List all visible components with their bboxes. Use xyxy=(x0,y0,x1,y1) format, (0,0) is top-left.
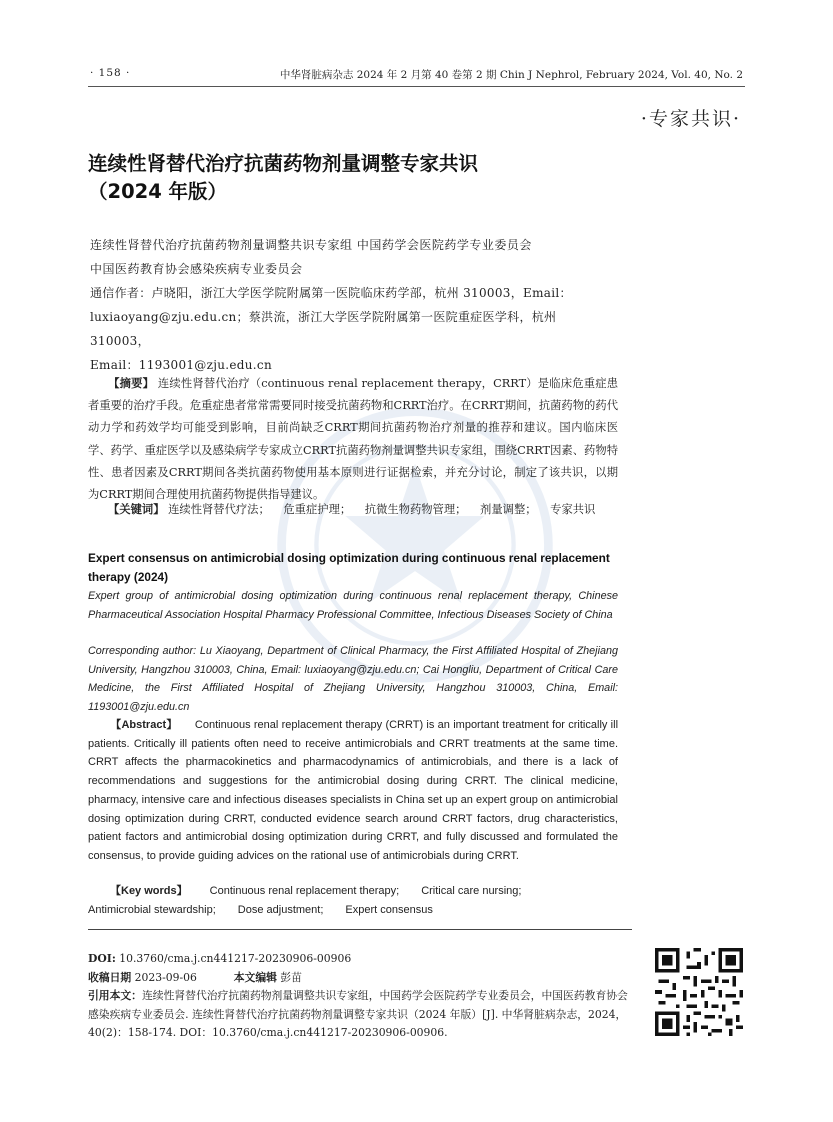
author-line-2: 中国医药教育协会感染疾病专业委员会 xyxy=(90,262,303,276)
qr-code-icon[interactable] xyxy=(655,948,743,1036)
received-label: 收稿日期 xyxy=(88,970,132,984)
author-line-1: 连续性肾替代治疗抗菌药物剂量调整共识专家组 中国药学会医院药学专业委员会 xyxy=(90,238,532,252)
keywords-en-label: 【Key words】 xyxy=(110,885,188,897)
doi-line xyxy=(88,950,636,969)
keywords-en xyxy=(88,882,618,919)
keyword-cn: 剂量调整； xyxy=(480,503,537,516)
keywords-cn xyxy=(108,500,618,519)
abstract-en-text: Continuous renal replacement therapy (CRRT) is an important treatment for critically ill patients. Critically ill patients often need to receive antimicrobials and CRRT treatments at the same time. CRRT affects the pharmacokinetics and pharmacodynamics of antimicrobials, and there is a lack of recommendations and suggestions for the antimicrobial dosing during CRRT. The clinical medicine, pharmacy, intensive care and infectious diseases specialists in China set up an expert group on antimicrobial dosing optimization during CRRT, conducted evidence search around CRRT factors, drug characteristics, patient factors and antimicrobial dosing optimization during CRRT, and fully discussed and formulated the consensus, to provide guiding advices on the rational use of antimicrobials during CRRT. xyxy=(88,719,619,862)
keyword-cn: 连续性肾替代疗法； xyxy=(168,503,270,516)
abstract-cn xyxy=(88,372,618,506)
citation-text: 连续性肾替代治疗抗菌药物剂量调整共识专家组，中国药学会医院药学专业委员会，中国医药教育协会感染疾病专业委员会. 连续性肾替代治疗抗菌药物剂量调整专家共识（2024 年版）[J]. 中华肾脏病杂志，2024，40(2)：158-174. DOI：10.3760/cma.j.cn441217-20230906-00906. xyxy=(88,989,628,1039)
keyword-cn: 专家共识 xyxy=(550,503,596,516)
citation-label: 引用本文： xyxy=(88,989,142,1002)
abstract-en-label: 【Abstract】 xyxy=(110,719,178,731)
received-date: 2023-09-06 xyxy=(134,970,197,984)
corr-line-3: Email：1193001@zju.edu.cn xyxy=(90,358,272,372)
english-corresponding-author: Corresponding author: Lu Xiaoyang, Department of Clinical Pharmacy, the First Affiliated Hospital of Zhejiang University, Hangzhou 310003, China, Email: luxiaoyang@zju.edu.cn; Cai Hongliu, Department of Critical Care Medicine, the First Affiliated Hospital of Zhejiang University, Hangzhou 310003, China, Email: 1193001@zju.edu.cn xyxy=(88,645,618,713)
page-number: · 158 · xyxy=(90,67,131,79)
received-line xyxy=(88,969,636,988)
keyword-cn: 危重症护理； xyxy=(283,503,352,516)
corr-line-1: 通信作者：卢晓阳，浙江大学医学院附属第一医院临床药学部，杭州 310003，Email： xyxy=(90,286,572,300)
editor-label: 本文编辑 xyxy=(233,970,277,984)
abstract-cn-text: 连续性肾替代治疗（continuous renal replacement therapy，CRRT）是临床危重症患者重要的治疗手段。危重症患者常常需要同时接受抗菌药物和CRRT治疗。在CRRT期间，抗菌药物的药代动力学和药效学均可能受到影响，目前尚缺乏CRRT期间抗菌药物治疗剂量的推荐和建议。国内临床医学、药学、重症医学以及感染病学专家成立CRRT抗菌药物剂量调整共识专家组，围绕CRRT因素、药物特性、患者因素及CRRT期间各类抗菌药物使用基本原则进行证据检索，并充分讨论，制定了该共识，以期为CRRT期间合理使用抗菌药物提供指导建议。 xyxy=(88,377,618,502)
keyword-en: Antimicrobial stewardship; xyxy=(88,903,216,916)
corr-line-2: luxiaoyang@zju.edu.cn；蔡洪流，浙江大学医学院附属第一医院重症医学科，杭州 310003， xyxy=(90,310,557,348)
keyword-en: Dose adjustment; xyxy=(237,903,324,916)
keyword-en: Critical care nursing; xyxy=(421,885,522,897)
abstract-en xyxy=(88,716,618,866)
author-groups xyxy=(90,233,620,281)
header-divider xyxy=(88,86,745,87)
citation-block xyxy=(88,987,636,1043)
article-title xyxy=(88,150,708,206)
keywords-cn-label: 【关键词】 xyxy=(108,502,165,516)
keyword-en: Continuous renal replacement therapy; xyxy=(209,885,400,897)
title-line-1: 连续性肾替代治疗抗菌药物剂量调整专家共识 xyxy=(88,152,479,175)
section-tag: ·专家共识· xyxy=(640,108,741,130)
english-title: Expert consensus on antimicrobial dosing optimization during continuous renal replacement therapy (2024) xyxy=(88,551,610,584)
editor-name: 彭苗 xyxy=(280,970,302,984)
article-footer xyxy=(88,950,636,1043)
doi-value[interactable]: 10.3760/cma.j.cn441217-20230906-00906 xyxy=(119,952,352,965)
footer-divider xyxy=(88,929,632,930)
doi-label: DOI: xyxy=(88,952,116,965)
journal-info: 中华肾脏病杂志 2024 年 2 月第 40 卷第 2 期 Chin J Nephrol, February 2024, Vol. 40, No. 2 xyxy=(279,69,743,81)
abstract-cn-label: 【摘要】 xyxy=(108,376,155,390)
keyword-cn: 抗微生物药物管理； xyxy=(364,503,467,516)
english-author-group: Expert group of antimicrobial dosing optimization during continuous renal replacement therapy, Chinese Pharmaceutical Association Hospital Pharmacy Professional Committee, Infectious Diseases Society of China xyxy=(88,590,618,621)
corresponding-authors-cn xyxy=(90,281,620,377)
title-line-2: （2024 年版） xyxy=(88,180,228,203)
keyword-en: Expert consensus xyxy=(345,903,433,916)
